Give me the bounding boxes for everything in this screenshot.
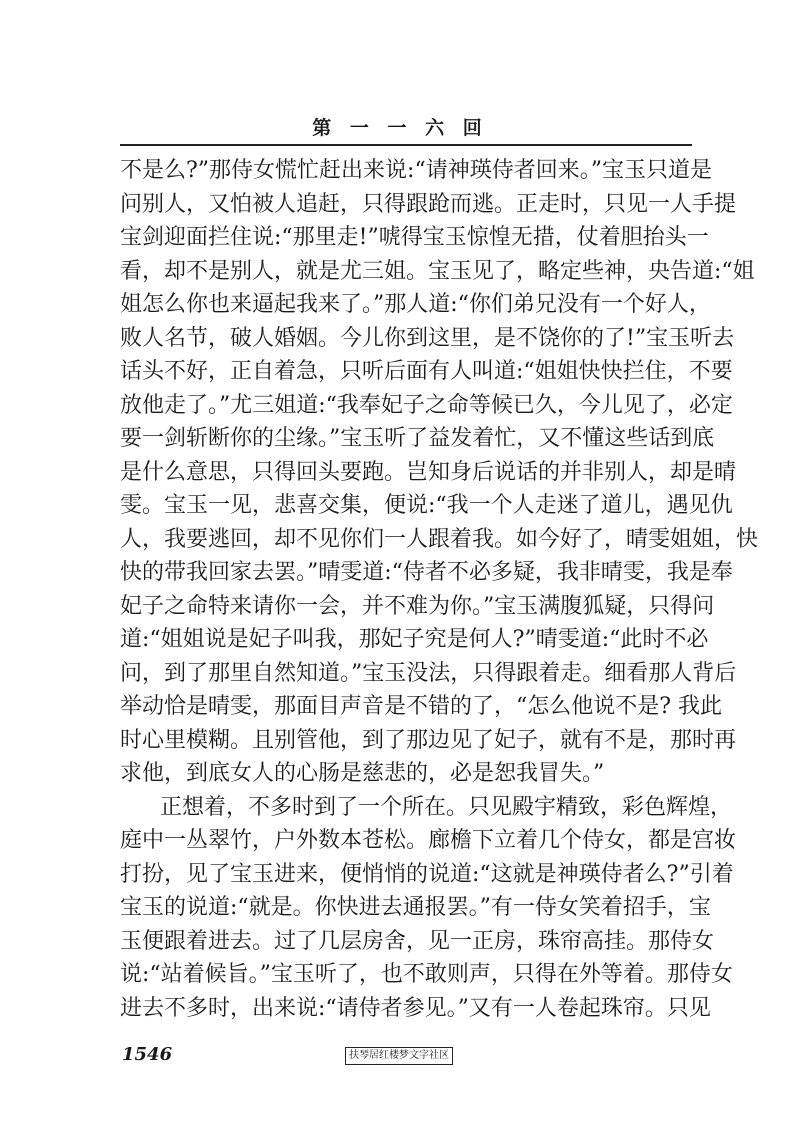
text-line: 打扮，见了宝玉进来，便悄悄的说道:“这就是神瑛侍者么?”引着	[120, 861, 734, 887]
text-line: 庭中一丛翠竹，户外数本苍松。廊檐下立着几个侍女，都是宫妆	[120, 828, 737, 853]
text-line: 话头不好，正自着急，只听后面有人叫道:“姐姐快快拦住，不要	[120, 359, 733, 384]
text-line: 快的带我回家去罢。”晴雯道:“侍者不必多疑，我非晴雯，我是奉	[120, 560, 733, 585]
text-line: 姐怎么你也来逼起我来了。”那人道:“你们弟兄没有一个好人，	[120, 292, 711, 317]
text-line: 举动恰是晴雯，那面目声音是不错的了，“怎么他说不是? 我此	[120, 694, 723, 719]
text-line: 玉便跟着进去。过了几层房舍，见一正房，珠帘高挂。那侍女	[120, 928, 715, 954]
text-line: 人，我要逃回，却不见你们一人跟着我。如今好了，晴雯姐姐，快	[120, 526, 759, 552]
text-line: 道:“姐姐说是妃子叫我，那妃子究是何人?”晴雯道:“此时不必	[120, 627, 709, 652]
text-line: 妃子之命特来请你一会，并不难为你。”宝玉满腹狐疑，只得问	[120, 593, 715, 619]
text-line: 进去不多时，出来说:“请侍者参见。”又有一人卷起珠帘。只见	[120, 995, 711, 1021]
chapter-title: 第 一 一 六 回	[312, 117, 488, 139]
text-line: 宝玉的说道:“就是。你快进去通报罢。”有一侍女笑着招手，宝	[120, 895, 711, 920]
body-text	[120, 154, 759, 1025]
text-line: 败人名节，破人婚姻。今儿你到这里，是不饶你的了!”宝玉听去	[120, 325, 735, 351]
text-line: 是什么意思，只得回头要跑。岂知身后说话的并非别人，却是晴	[120, 459, 737, 485]
text-line: 不是么?”那侍女慌忙赶出来说:“请神瑛侍者回来。”宝玉只道是	[120, 158, 712, 183]
text-line: 雯。宝玉一见，悲喜交集，便说:“我一个人走迷了道儿，遇见仇	[120, 493, 733, 518]
text-line: 问别人，又怕被人追赶，只得跟跄而逃。正走时，只见一人手提	[120, 191, 737, 217]
text-line: 要一剑斩断你的尘缘。”宝玉听了益发着忙，又不懂这些话到底	[120, 426, 715, 451]
text-line: 放他走了。”尤三姐道:“我奉妃子之命等候已久，今儿见了，必定	[120, 392, 733, 418]
watermark-stamp: 扶琴居红楼梦文字社区	[345, 1047, 453, 1065]
text-line: 问，到了那里自然知道。”宝玉没法，只得跟着走。细看那人背后	[120, 660, 737, 686]
page-number: 1546	[122, 1044, 173, 1065]
text-line: 看，却不是别人，就是尤三姐。宝玉见了，略定些神，央告道:“姐	[120, 258, 755, 284]
paragraph-start-line: 正想着，不多时到了一个所在。只见殿宇精致，彩色辉煌，	[160, 794, 733, 820]
text-line: 宝剑迎面拦住说:“那里走!”唬得宝玉惊惶无措，仗着胆抬头一	[120, 225, 709, 250]
paragraph-end-line: 求他，到底女人的心肠是慈悲的，必是恕我冒失。”	[120, 761, 605, 786]
header-rule	[120, 144, 692, 146]
text-line: 说:“站着候旨。”宝玉听了，也不敢则声，只得在外等着。那侍女	[120, 962, 733, 987]
text-line: 时心里模糊。且别管他，到了那边见了妃子，就有不是，那时再	[120, 727, 737, 753]
